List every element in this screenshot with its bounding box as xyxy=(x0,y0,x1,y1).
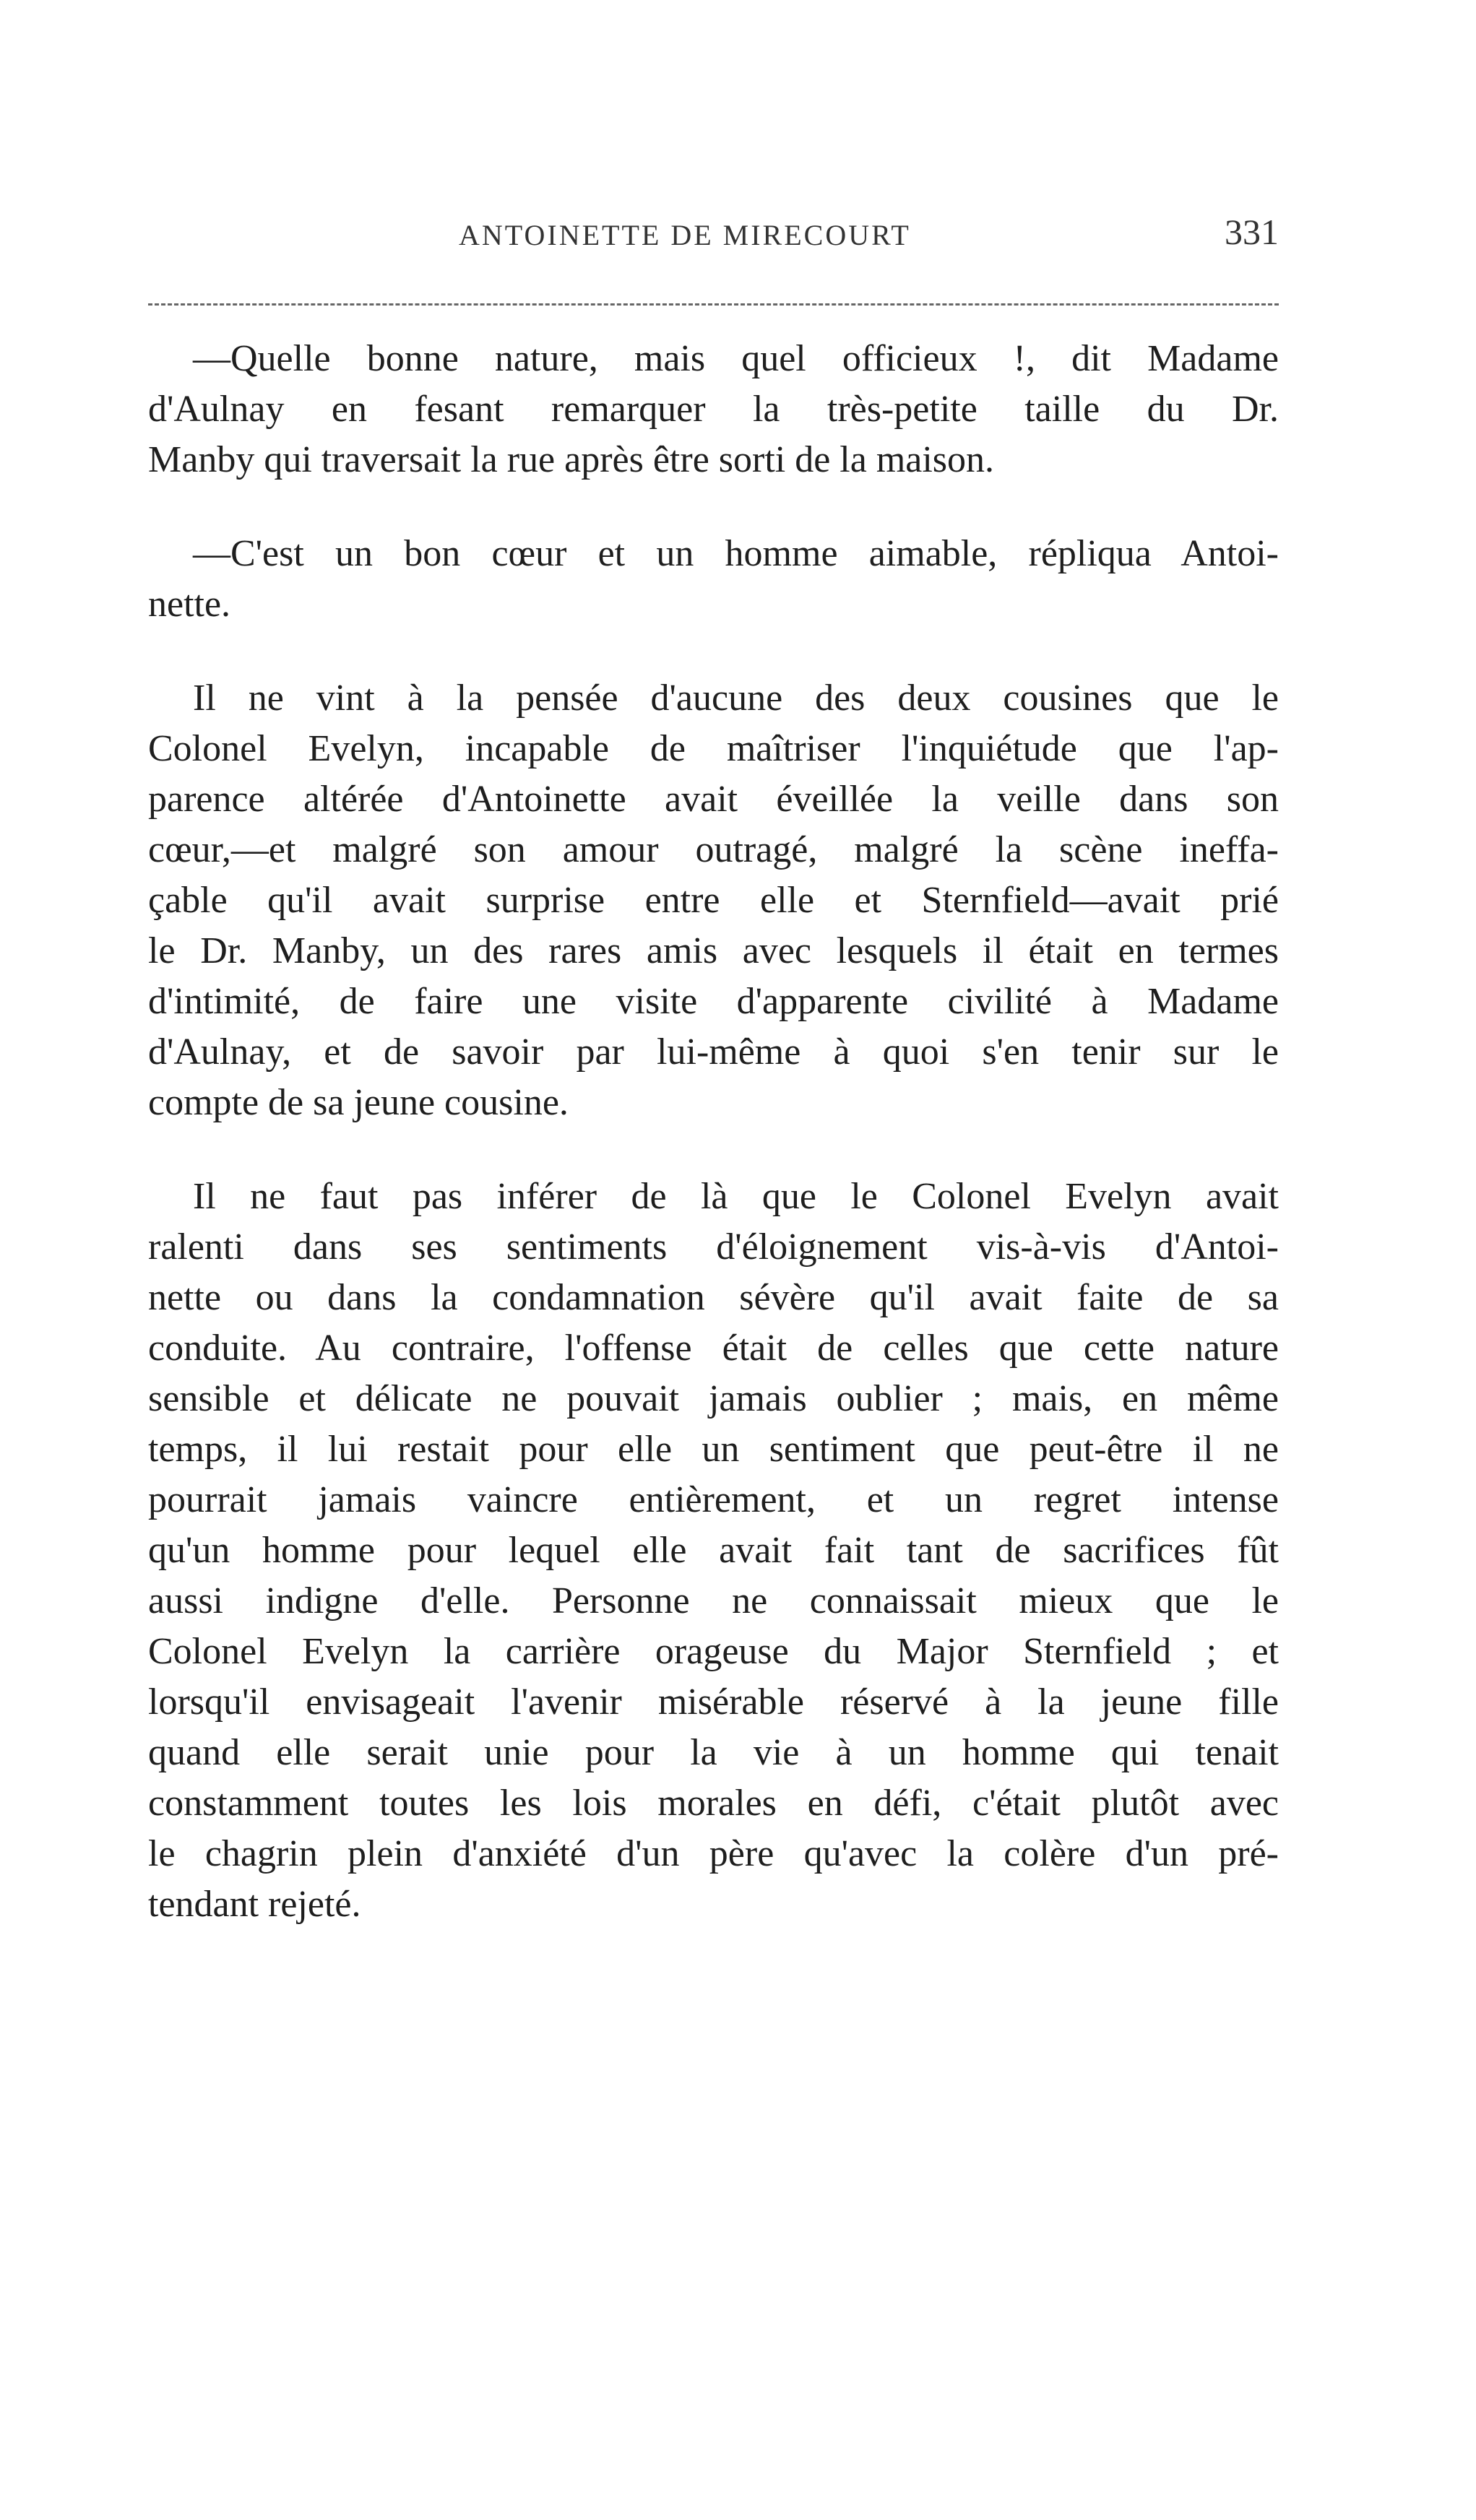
paragraph-2 xyxy=(148,529,1279,630)
text-line: le chagrin plein d'anxiété d'un père qu'avec la colère d'un pré- xyxy=(148,1833,1279,1874)
text-line: quand elle serait unie pour la vie à un homme qui tenait xyxy=(148,1732,1279,1773)
text-line: çable qu'il avait surprise entre elle et Sternfield—avait prié xyxy=(148,880,1279,921)
header-rule xyxy=(148,303,1279,306)
paragraph-spacer xyxy=(148,630,1279,673)
text-line: d'intimité, de faire une visite d'apparente civilité à Madame xyxy=(148,981,1279,1022)
text-line: parence altérée d'Antoinette avait éveillée la veille dans son xyxy=(148,779,1279,820)
text-line: Colonel Evelyn, incapable de maîtriser l'inquiétude que l'ap- xyxy=(148,728,1279,769)
text-line: conduite. Au contraire, l'offense était de celles que cette nature xyxy=(148,1328,1279,1369)
text-line: —C'est un bon cœur et un homme aimable, répliqua Antoi- xyxy=(193,533,1279,574)
paragraph-3 xyxy=(148,673,1279,1128)
running-header xyxy=(148,211,1279,254)
page-number: 331 xyxy=(1225,212,1279,252)
text-line: Il ne faut pas inférer de là que le Colonel Evelyn avait xyxy=(193,1176,1279,1217)
text-line: d'Aulnay en fesant remarquer la très-petite taille du Dr. xyxy=(148,389,1279,430)
paragraph-4 xyxy=(148,1172,1279,1930)
paragraph-spacer xyxy=(148,1128,1279,1172)
paragraph-spacer xyxy=(148,485,1279,529)
text-line: sensible et délicate ne pouvait jamais oublier ; mais, en même xyxy=(148,1378,1279,1419)
paragraph-1 xyxy=(148,334,1279,485)
text-line: le Dr. Manby, un des rares amis avec lesquels il était en termes xyxy=(148,930,1279,971)
text-line: qu'un homme pour lequel elle avait fait tant de sacrifices fût xyxy=(148,1530,1279,1571)
text-line: Il ne vint à la pensée d'aucune des deux cousines que le xyxy=(193,677,1279,719)
text-line: nette ou dans la condamnation sévère qu'il avait faite de sa xyxy=(148,1277,1279,1318)
text-line: d'Aulnay, et de savoir par lui-même à quoi s'en tenir sur le xyxy=(148,1031,1279,1073)
text-line: lorsqu'il envisageait l'avenir misérable réservé à la jeune fille xyxy=(148,1681,1279,1723)
text-line: ralenti dans ses sentiments d'éloignement vis-à-vis d'Antoi- xyxy=(148,1226,1279,1268)
text-line: cœur,—et malgré son amour outragé, malgré la scène ineffa- xyxy=(148,829,1279,870)
text-line: —Quelle bonne nature, mais quel officieux !, dit Madame xyxy=(193,338,1279,379)
text-line: Colonel Evelyn la carrière orageuse du Major Sternfield ; et xyxy=(148,1631,1279,1672)
text-line: pourrait jamais vaincre entièrement, et un regret intense xyxy=(148,1479,1279,1520)
text-line: compte de sa jeune cousine. xyxy=(148,1082,569,1123)
text-line: nette. xyxy=(148,584,231,625)
text-line: Manby qui traversait la rue après être sorti de la maison. xyxy=(148,439,995,480)
text-line: constamment toutes les lois morales en défi, c'était plutôt avec xyxy=(148,1783,1279,1824)
text-line: aussi indigne d'elle. Personne ne connaissait mieux que le xyxy=(148,1580,1279,1621)
text-line: tendant rejeté. xyxy=(148,1884,361,1925)
text-line: temps, il lui restait pour elle un sentiment que peut-être il ne xyxy=(148,1429,1279,1470)
running-title: ANTOINETTE DE MIRECOURT xyxy=(459,219,911,251)
body-text xyxy=(148,334,1279,1930)
